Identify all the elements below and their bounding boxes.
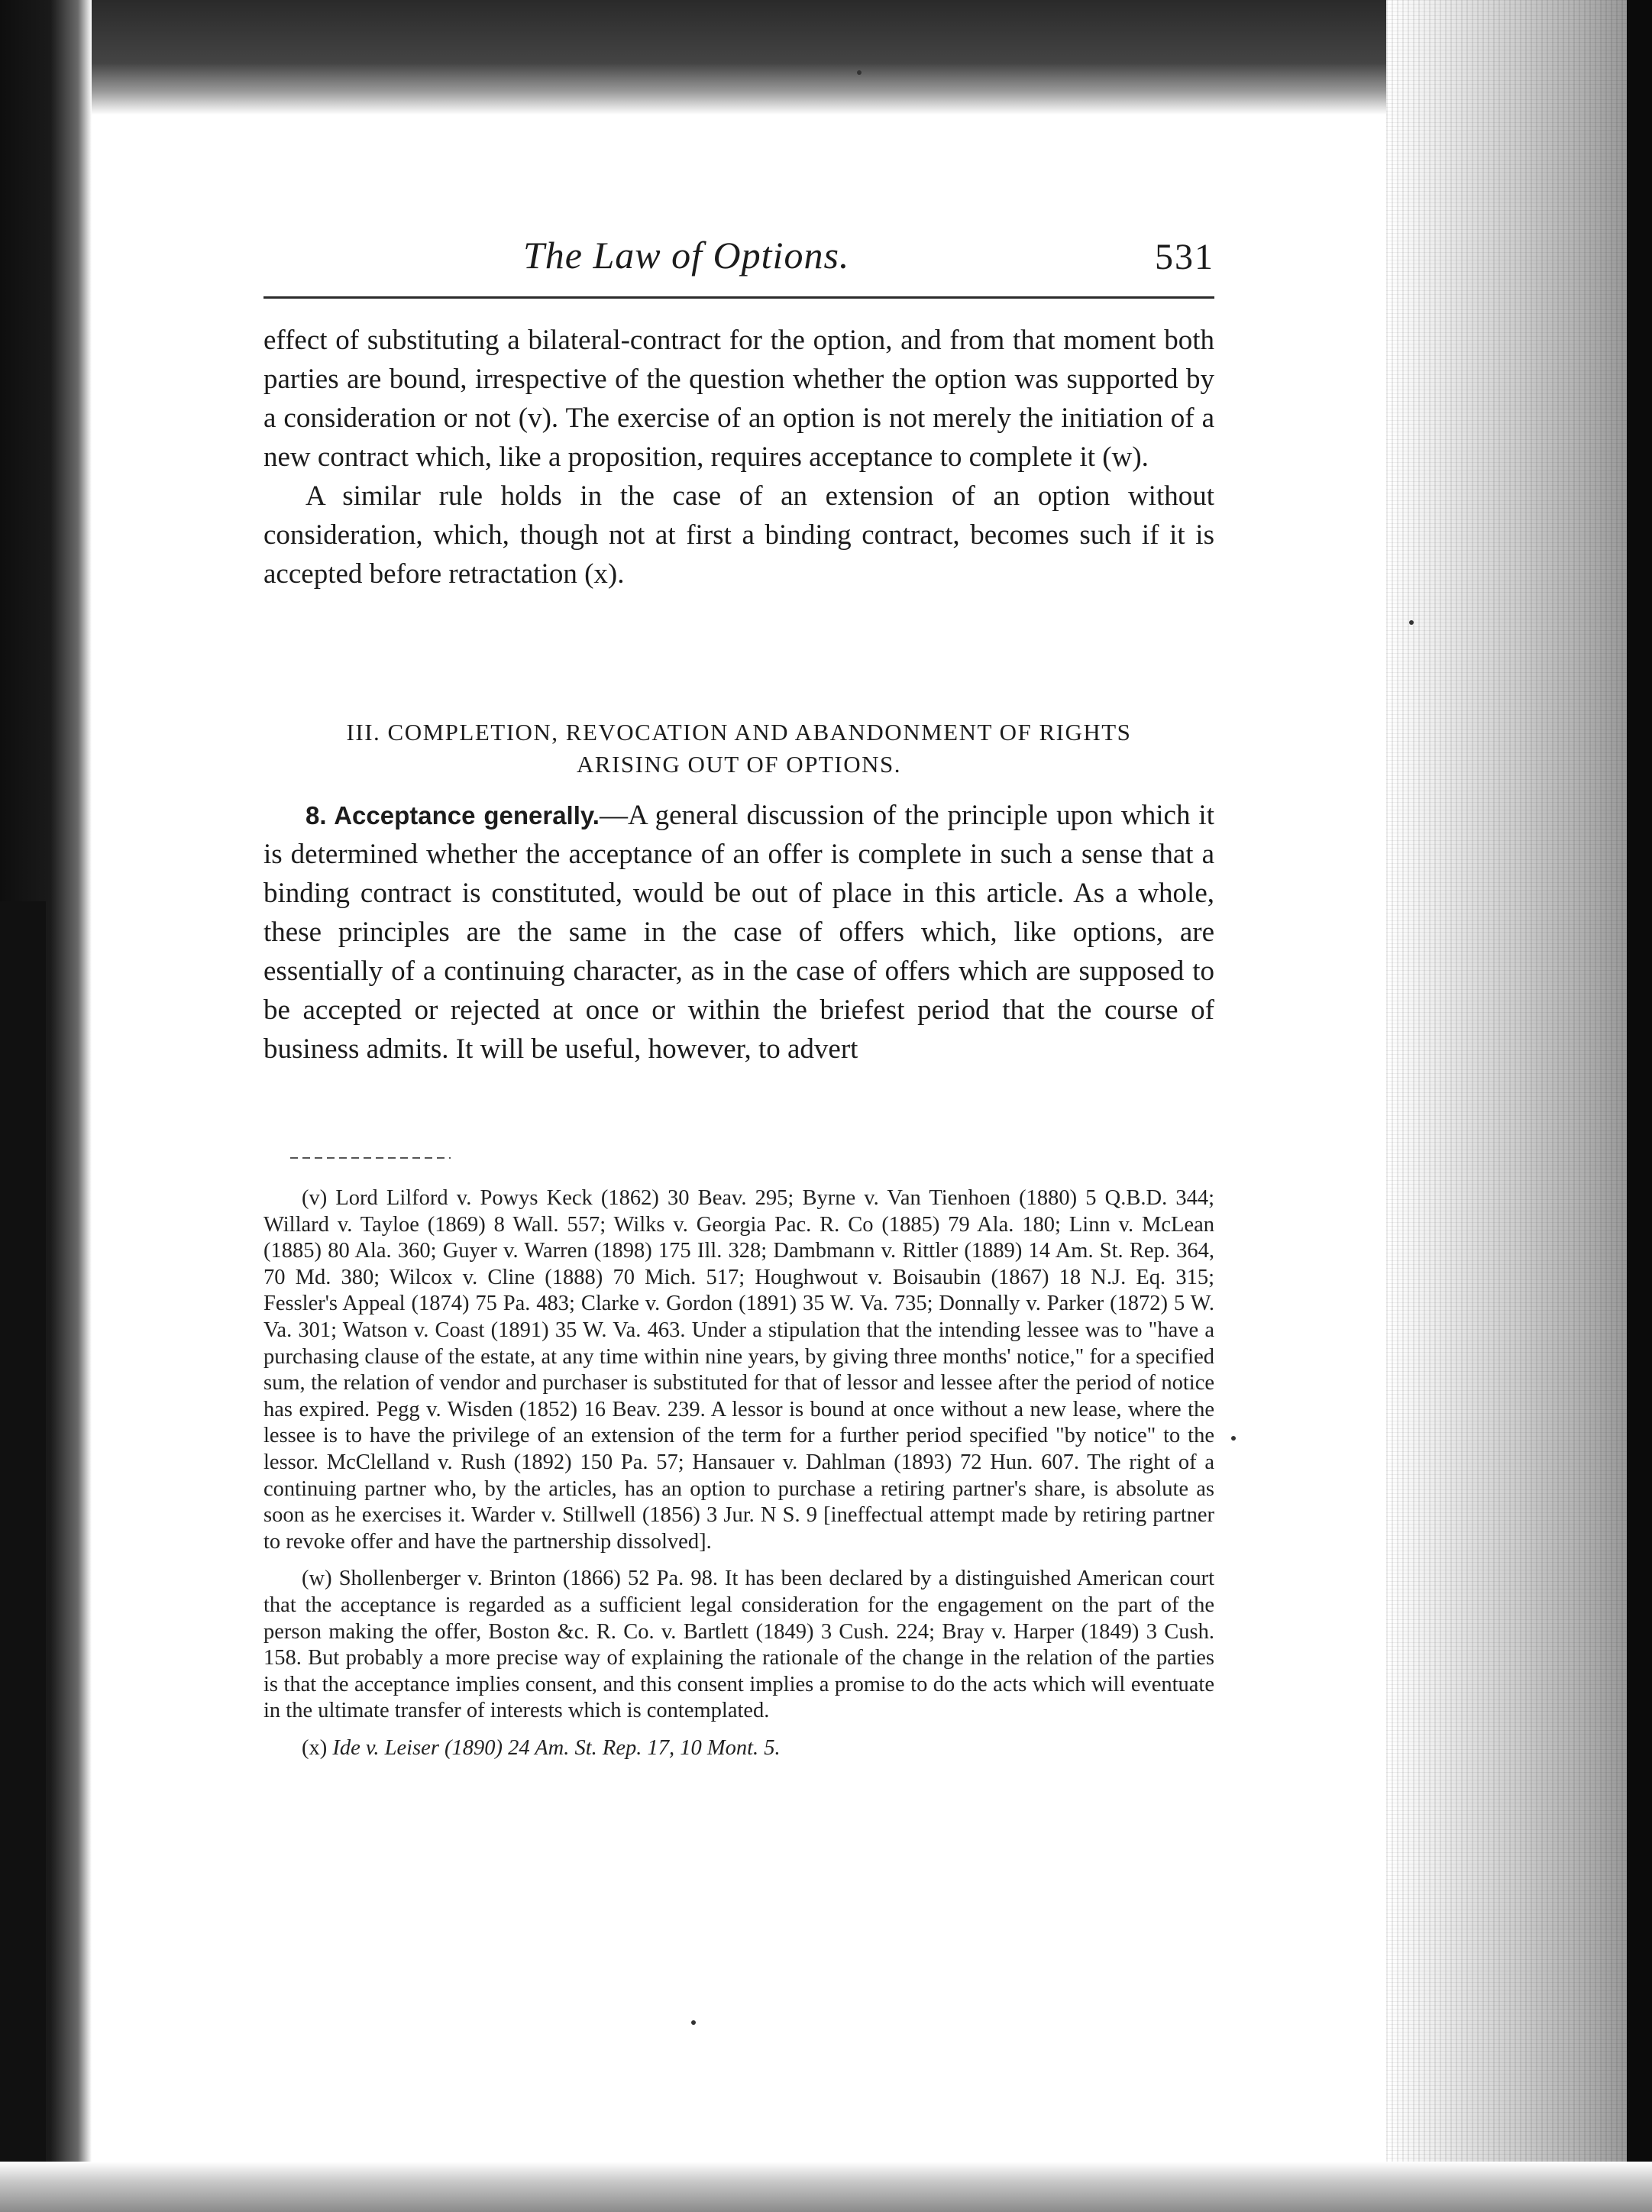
paragraph-acceptance-text: —A general discussion of the principle upon which it is determined whether the acceptance of an offer is complete in such a sense that a binding contract is constituted, would be out of place in this article. As a whole, these principles are the same in the case of offers which, like options, are essentially of a continuing character, as in the case of offers which are supposed to be accepted or rejected at once or within the briefest period that the course of business admits. It will be useful, however, to advert bbox=[263, 800, 1214, 1065]
scan-speck bbox=[1231, 1436, 1236, 1441]
footnote-v-label: (v) bbox=[302, 1186, 328, 1210]
paragraph-acceptance bbox=[263, 796, 1214, 1069]
section-heading-line-1: III. COMPLETION, REVOCATION AND ABANDONMENT OF RIGHTS bbox=[346, 719, 1132, 745]
running-title: The Law of Options. bbox=[523, 234, 850, 276]
footnote-x-label: (x) bbox=[302, 1735, 328, 1760]
scan-bottom-shadow bbox=[0, 2162, 1652, 2212]
header-rule bbox=[263, 296, 1214, 299]
footnote-x-text: Ide v. Leiser (1890) 24 Am. St. Rep. 17, 10 Mont. 5. bbox=[332, 1735, 781, 1760]
paragraph-option-exercise: effect of substituting a bilateral-contract for the option, and from that moment both parties are bound, irrespective of the question whether the option was supported by a consideration or not (v). The exercise of an option is not merely the initiation of a new contract which, like a proposition, requires acceptance to complete it (w). bbox=[263, 325, 1214, 473]
scan-speck bbox=[1409, 620, 1414, 625]
page-number: 531 bbox=[1155, 237, 1214, 277]
scan-speck bbox=[691, 2020, 696, 2025]
footnote-w bbox=[263, 1566, 1214, 1725]
main-text-bottom bbox=[263, 796, 1214, 1069]
footnote-v bbox=[263, 1185, 1214, 1555]
footnote-x bbox=[263, 1735, 1214, 1762]
paragraph-extension: A similar rule holds in the case of an extension of an option without consideration, which, though not at first a binding contract, becomes such if it is accepted before retractation (x). bbox=[263, 480, 1214, 590]
scan-left-edge bbox=[0, 901, 46, 2212]
footnote-v-text: Lord Lilford v. Powys Keck (1862) 30 Beav. 295; Byrne v. Van Tienhoen (1880) 5 Q.B.D. 344; Willard v. Tayloe (1869) 8 Wall. 557; Wilks v. Georgia Pac. R. Co (1885) 79 Ala. 180; Linn v. McLean (1885) 80 Ala. 360; Guyer v. Warren (1898) 175 Ill. 328; Dambmann v. Rittler (1889) 14 Am. St. Rep. 364, 70 Md. 380; Wilcox v. Cline (1888) 70 Mich. 517; Houghwout v. Boisaubin (1867) 18 N.J. Eq. 315; Fessler's Appeal (1874) 75 Pa. 483; Clarke v. Gordon (1891) 35 W. Va. 735; Donnally v. Parker (1872) 5 W. Va. 301; Watson v. Coast (1891) 35 W. Va. 463. Under a stipulation that the intending lessee was to "have a purchasing clause of the estate, at any time within nine years, by giving three months' notice," for a specified sum, the relation of vendor and purchaser is substituted for that of lessor and lessee after the period of notice has expired. Pegg v. Wisden (1852) 16 Beav. 239. A lessor is bound at once without a new lease, where the lessee is to have the privilege of an extension of the term for a further period specified "by notice" to the lessor. McClelland v. Rush (1892) 150 Pa. 57; Hansauer v. Dahlman (1893) 72 Hun. 607. The right of a continuing partner who, by the articles, has an option to purchase a retiring partner's share, is absolute as soon as he exercises it. Warder v. Stillwell (1856) 3 Jur. N S. 9 [ineffectual attempt made by retiring partner to revoke offer and have the partnership dissolved]. bbox=[263, 1186, 1215, 1554]
footnote-w-label: (w) bbox=[302, 1567, 332, 1591]
footnote-separator bbox=[290, 1157, 451, 1159]
scan-right-edge bbox=[1627, 0, 1652, 2212]
paragraph-run-in-heading: 8. Acceptance generally. bbox=[306, 801, 600, 830]
section-heading-line-2: ARISING OUT OF OPTIONS. bbox=[577, 751, 901, 778]
main-text-top bbox=[263, 321, 1214, 593]
section-heading bbox=[263, 716, 1214, 781]
footnote-w-text: Shollenberger v. Brinton (1866) 52 Pa. 98. It has been declared by a distinguished American court that the acceptance is regarded as a sufficient legal consideration for the engagement on the part of the person making the offer, Boston &c. R. Co. v. Bartlett (1849) 3 Cush. 224; Bray v. Harper (1849) 3 Cush. 158. But probably a more precise way of explaining the rationale of the change in the relation of the parties is that the acceptance implies consent, and this consent implies a promise to do the acts which will eventuate in the ultimate transfer of interests which is contemplated. bbox=[263, 1567, 1215, 1723]
scan-speck bbox=[857, 70, 862, 75]
footnotes bbox=[263, 1185, 1214, 1772]
running-head bbox=[263, 233, 1214, 294]
scan-right-page-edges bbox=[1386, 0, 1652, 2212]
